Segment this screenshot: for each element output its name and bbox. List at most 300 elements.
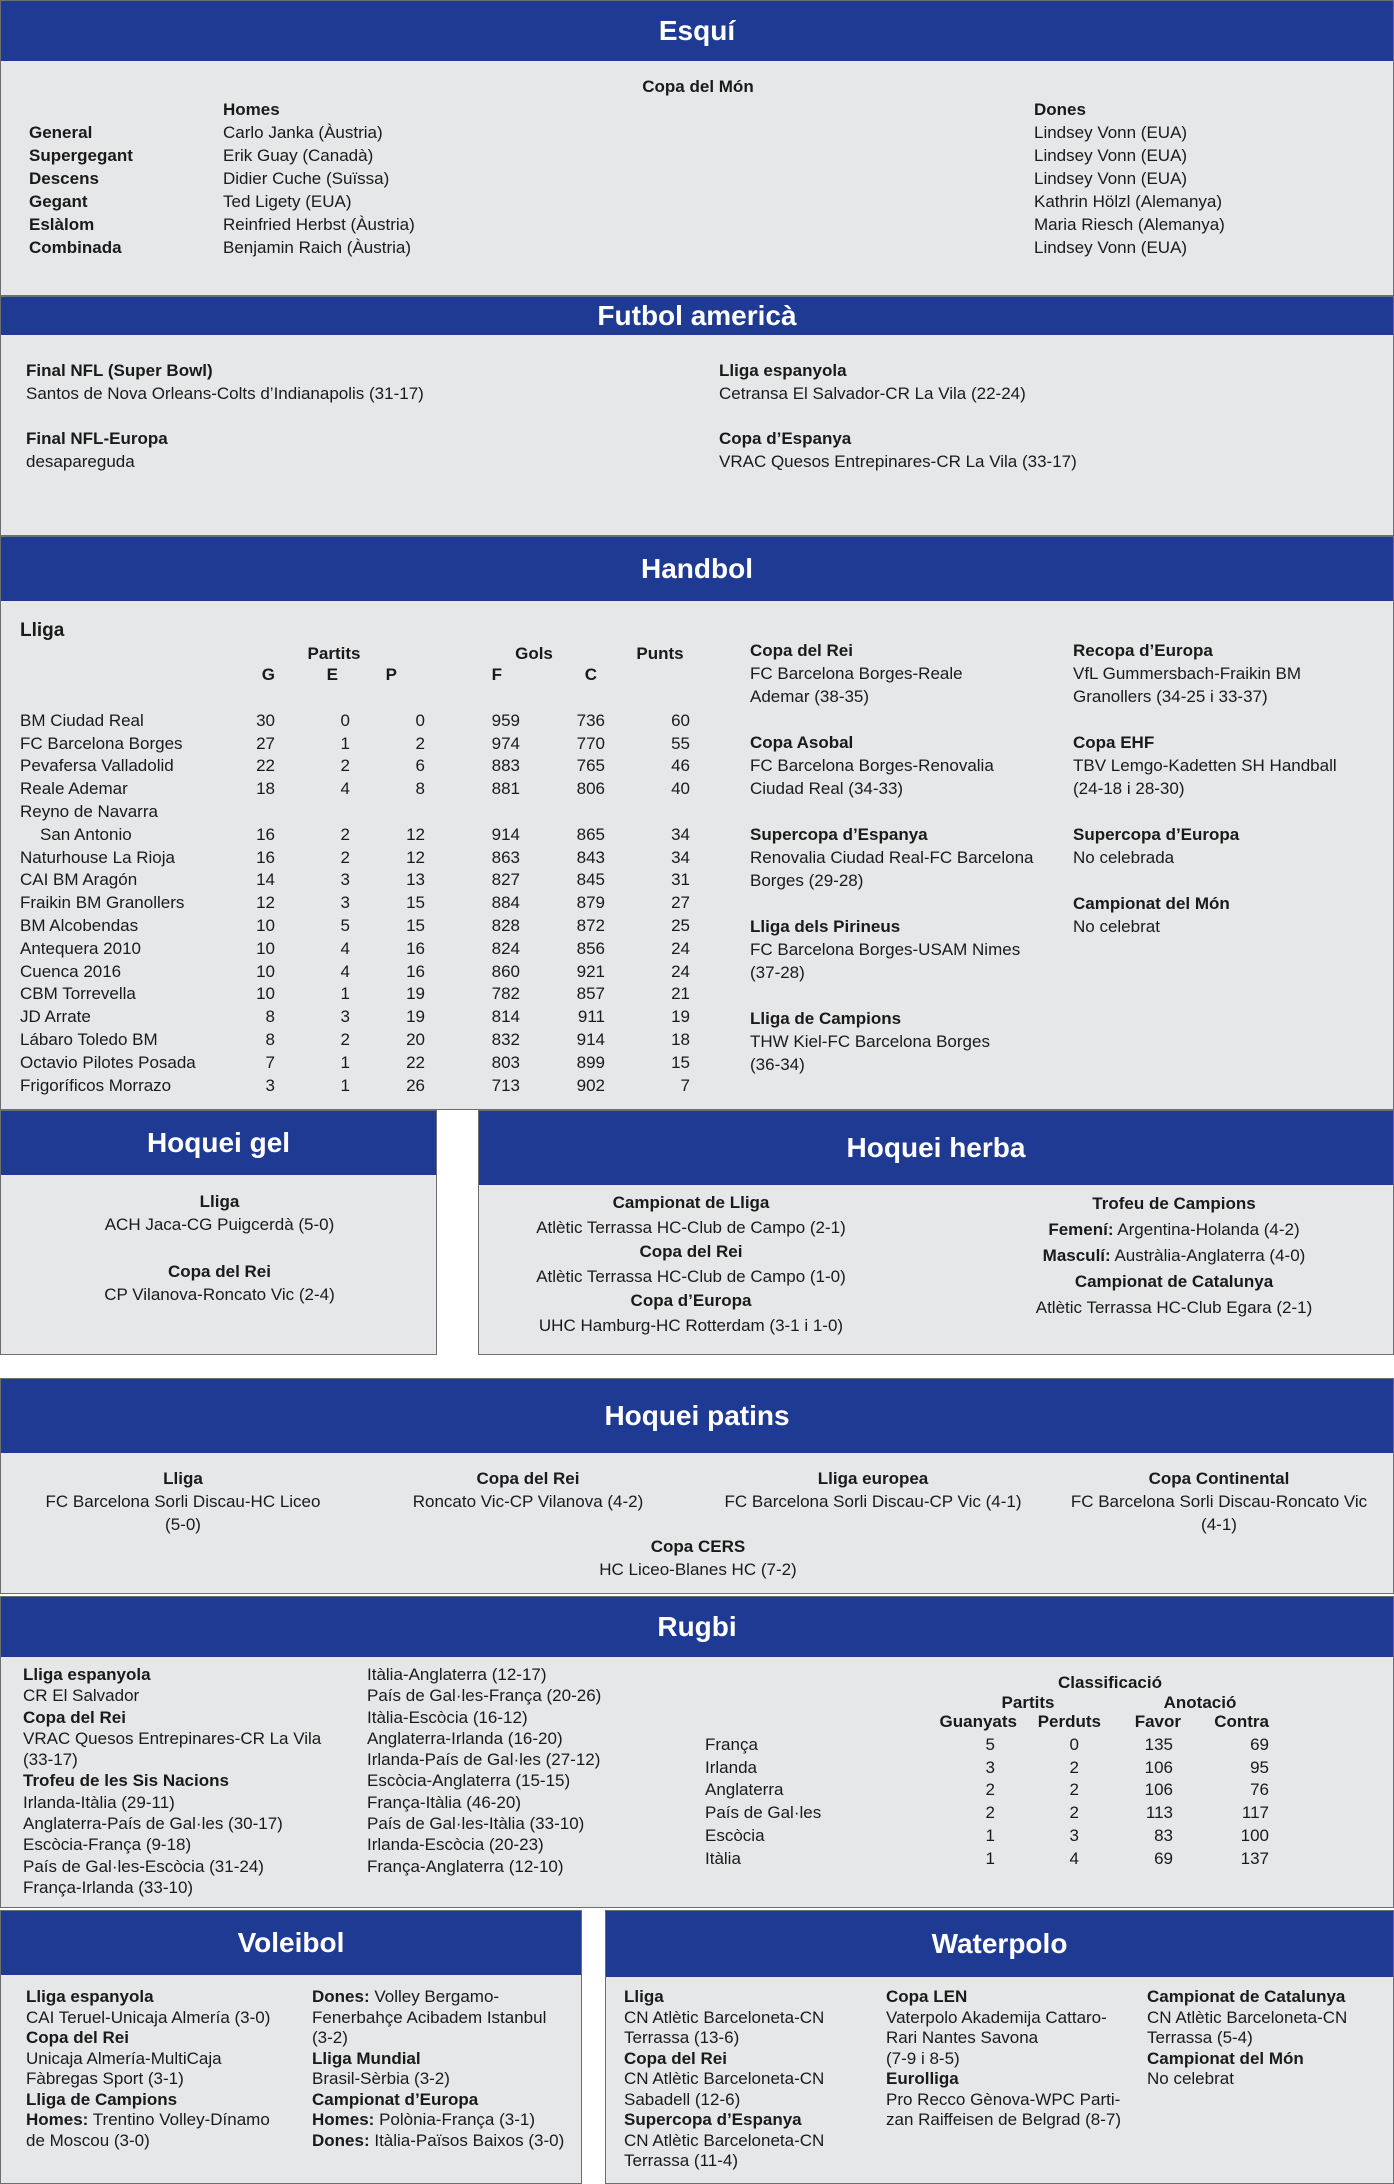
table-row <box>20 733 690 756</box>
handbol-league-table <box>20 664 690 1097</box>
team-name: Reyno de Navarra <box>20 801 158 821</box>
cell: 10 <box>256 961 275 981</box>
cell: 16 <box>256 847 275 867</box>
handbol-col-group-punts: Punts <box>636 644 684 663</box>
voleibol-col1 <box>26 1987 270 2151</box>
voleibol-title: Voleibol <box>237 1927 345 1958</box>
wp-line: (7-9 i 8-5) <box>886 2048 960 2068</box>
cell: 10 <box>256 915 275 935</box>
cell: 18 <box>671 1029 690 1049</box>
cell: 6 <box>415 756 425 776</box>
table-row <box>20 801 690 824</box>
team-name: Irlanda <box>705 1757 757 1777</box>
wp-line: Campionat de Catalunya <box>1147 1987 1346 2006</box>
volei-label: Dones: <box>312 2130 370 2150</box>
rugbi-line: Escòcia-Anglaterra (15-15) <box>367 1771 571 1791</box>
col-p: P <box>385 665 397 684</box>
team-name: Itàlia <box>705 1848 741 1868</box>
futbol-item <box>719 359 1026 405</box>
team-name: CAI BM Aragón <box>20 870 138 890</box>
cell: 832 <box>491 1029 520 1049</box>
cup-result: (37-28) <box>750 963 805 982</box>
cell: 19 <box>671 1007 690 1027</box>
cell: 40 <box>671 779 690 799</box>
rugbi-line: CR El Salvador <box>23 1686 140 1706</box>
team-name: Anglaterra <box>705 1780 784 1800</box>
rugbi-line: Itàlia-Escòcia (16-12) <box>367 1707 528 1727</box>
cup-result: FC Barcelona Borges-Renovalia <box>750 756 994 775</box>
cell: 713 <box>491 1075 520 1095</box>
futbol-item-text: Cetransa El Salvador-CR La Vila (22-24) <box>719 384 1026 403</box>
col-perduts: Perduts <box>1037 1712 1101 1731</box>
table-row <box>705 1825 1281 1848</box>
table-row <box>20 938 690 961</box>
cell: 860 <box>491 961 520 981</box>
cup-head: Copa Asobal <box>750 733 854 752</box>
hoquei-gel-title: Hoquei gel <box>146 1127 291 1158</box>
voleibol-section <box>0 1910 582 2184</box>
rugbi-line: País de Gal·les-França (20-26) <box>367 1686 602 1706</box>
rugbi-partits: Partits <box>1001 1693 1055 1712</box>
table-row <box>705 1779 1281 1802</box>
cup-head: Supercopa d’Europa <box>1073 825 1240 844</box>
cell: 19 <box>406 984 425 1004</box>
table-row <box>20 1029 690 1052</box>
team-name: Reale Ademar <box>20 779 128 799</box>
cell: 27 <box>256 733 275 753</box>
rugbi-line: VRAC Quesos Entrepinares-CR La Vila <box>23 1728 322 1748</box>
cup-head: Recopa d’Europa <box>1073 641 1213 660</box>
cell: 0 <box>415 710 425 730</box>
futbol-item <box>26 359 424 405</box>
rugbi-line: Lliga espanyola <box>23 1665 151 1684</box>
wp-line: Pro Recco Gènova-WPC Parti- <box>886 2089 1121 2109</box>
cell: 27 <box>671 893 690 913</box>
cup-result: Ciudad Real (34-33) <box>750 779 904 798</box>
esqui-men-winner: Ted Ligety (EUA) <box>223 192 352 211</box>
esqui-title: Esquí <box>658 15 736 46</box>
handbol-header <box>1 537 1393 601</box>
wp-line: Vaterpolo Akademija Cattaro- <box>886 2007 1107 2027</box>
cell: 3 <box>340 893 350 913</box>
cell: 883 <box>491 756 520 776</box>
rugbi-standings-header <box>705 1711 1281 1734</box>
team-name: FC Barcelona Borges <box>20 733 183 753</box>
rugbi-section <box>0 1596 1394 1908</box>
cell: 1 <box>340 984 350 1004</box>
item-text: (5-0) <box>165 1515 201 1534</box>
fem-label: Femení: <box>1048 1220 1114 1239</box>
col-f: F <box>491 665 502 684</box>
table-row <box>20 755 690 778</box>
wp-line: CN Atlètic Barceloneta-CN <box>624 2069 825 2088</box>
cell: 1 <box>340 1052 350 1072</box>
table-row <box>705 1802 1281 1825</box>
table-row <box>20 869 690 892</box>
cell: 2 <box>1069 1757 1079 1777</box>
wp-line: Lliga <box>624 1987 664 2006</box>
waterpolo-title: Waterpolo <box>931 1928 1068 1959</box>
table-row <box>20 983 690 1006</box>
futbol-item-head: Final NFL-Europa <box>26 429 168 448</box>
rugbi-line: França-Irlanda (33-10) <box>23 1877 194 1897</box>
cell: 5 <box>985 1734 995 1754</box>
rugbi-standings <box>705 1711 1281 1871</box>
cell: 34 <box>671 824 690 844</box>
cell: 4 <box>340 779 350 799</box>
rugbi-line: Escòcia-França (9-18) <box>23 1835 192 1855</box>
table-row <box>20 1052 690 1075</box>
cup-head: Lliga dels Pirineus <box>750 917 901 936</box>
cup-result: No celebrada <box>1073 848 1175 867</box>
volei-line <box>312 2110 564 2131</box>
handbol-col-group-gols: Gols <box>515 644 553 663</box>
cell: 135 <box>1144 1734 1173 1754</box>
cell: 865 <box>576 824 605 844</box>
volei-line: Campionat d’Europa <box>312 2089 479 2109</box>
team-name: Pevafersa Valladolid <box>20 756 174 776</box>
cup-result: FC Barcelona Borges-USAM Nimes <box>750 940 1021 959</box>
rugbi-line: Copa del Rei <box>23 1707 126 1727</box>
cell: 2 <box>1069 1803 1079 1823</box>
handbol-cups-left <box>750 639 1033 1076</box>
volei-line: Lliga Mundial <box>312 2048 421 2068</box>
cell: 26 <box>406 1075 425 1095</box>
wp-line: Copa del Rei <box>624 2048 727 2068</box>
cup-head: Copa EHF <box>1073 733 1155 752</box>
item-text: HC Liceo-Blanes HC (7-2) <box>599 1560 797 1579</box>
cup-head: Supercopa d’Espanya <box>750 825 928 844</box>
trofeu-masc <box>979 1243 1369 1269</box>
wp-line: Terrassa (13-6) <box>624 2028 740 2047</box>
fem-result: Argentina-Holanda (4-2) <box>1113 1220 1300 1239</box>
esqui-men-winner: Benjamin Raich (Àustria) <box>223 238 412 257</box>
cell: 106 <box>1144 1757 1173 1777</box>
handbol-table-header-row <box>20 664 690 687</box>
cup-result: Granollers (34-25 i 33-37) <box>1073 687 1268 706</box>
rugbi-col2 <box>367 1664 601 1877</box>
cell: 5 <box>340 915 350 935</box>
esqui-women-winner: Lindsey Vonn (EUA) <box>1034 146 1188 165</box>
volei-line: (3-2) <box>312 2028 348 2047</box>
volei-line <box>312 2131 564 2152</box>
rugbi-class-title: Classificació <box>1058 1673 1162 1692</box>
hoquei-patins-header <box>1 1379 1393 1453</box>
futbol-title: Futbol americà <box>597 300 797 331</box>
cell: 69 <box>1154 1848 1173 1868</box>
wp-line: Terrassa (5-4) <box>1147 2028 1253 2047</box>
volei-line: Copa del Rei <box>26 2028 129 2047</box>
wp-line: Sabadell (12-6) <box>624 2089 741 2109</box>
volei-label: Homes: <box>312 2110 375 2129</box>
item-head: Lliga <box>199 1192 240 1211</box>
hoquei-herba-right <box>979 1191 1369 1321</box>
team-name: JD Arrate <box>20 1007 91 1027</box>
cup-result: Ademar (38-35) <box>750 687 870 706</box>
volei-line: Fenerbahçe Acibadem Istanbul <box>312 2007 547 2027</box>
cell: 8 <box>265 1029 275 1049</box>
cell: 0 <box>1069 1734 1079 1754</box>
cell: 100 <box>1240 1825 1269 1845</box>
col-contra: Contra <box>1214 1712 1269 1731</box>
rugbi-line: Irlanda-Itàlia (29-11) <box>23 1792 175 1812</box>
volei-label: Homes: <box>26 2110 89 2129</box>
team-name: Octavio Pilotes Posada <box>20 1052 196 1072</box>
cell: 16 <box>406 938 425 958</box>
item-text: Atlètic Terrassa HC-Club de Campo (1-0) <box>536 1266 846 1286</box>
wp-line: Copa LEN <box>886 1987 968 2006</box>
wp-line: zan Raiffeisen de Belgrad (8-7) <box>886 2110 1121 2129</box>
esqui-events <box>29 121 133 259</box>
cup-result: THW Kiel-FC Barcelona Borges <box>750 1032 990 1051</box>
esqui-event: Supergegant <box>29 146 133 165</box>
handbol-cups-right <box>1073 639 1337 938</box>
esqui-section <box>0 0 1394 296</box>
cell: 824 <box>491 938 520 958</box>
item-text: Roncato Vic-CP Vilanova (4-2) <box>412 1492 644 1511</box>
cell: 15 <box>406 893 425 913</box>
cell: 3 <box>985 1757 995 1777</box>
cup-head: Lliga de Campions <box>750 1009 902 1028</box>
cell: 137 <box>1240 1848 1269 1868</box>
team-name: CBM Torrevella <box>20 984 136 1004</box>
item-text: ACH Jaca-CG Puigcerdà (5-0) <box>104 1215 335 1234</box>
patins-item <box>353 1467 703 1513</box>
cell: 83 <box>1154 1825 1173 1845</box>
cup-result: Renovalia Ciudad Real-FC Barcelona <box>750 848 1034 867</box>
volei-line: Lliga espanyola <box>26 1987 154 2006</box>
cell: 2 <box>985 1803 995 1823</box>
hoquei-gel-item <box>1 1260 438 1306</box>
table-row <box>705 1757 1281 1780</box>
cell: 872 <box>576 915 605 935</box>
rugbi-line: Irlanda-Escòcia (20-23) <box>367 1835 544 1855</box>
handbol-league-title: Lliga <box>20 620 65 641</box>
item-text: UHC Hamburg-HC Rotterdam (3-1 i 1-0) <box>538 1315 844 1335</box>
futbol-item-head: Lliga espanyola <box>719 361 847 380</box>
cell: 113 <box>1145 1803 1173 1823</box>
cell: 55 <box>671 733 690 753</box>
futbol-item-text: Santos de Nova Orleans-Colts d’Indianapolis (31-17) <box>26 384 424 403</box>
patins-item <box>13 1467 353 1536</box>
futbol-item-text: desapareguda <box>26 452 135 471</box>
cell: 770 <box>576 733 605 753</box>
item-head: Lliga europea <box>817 1469 929 1488</box>
cell: 765 <box>576 756 605 776</box>
cell: 899 <box>576 1052 605 1072</box>
cell: 843 <box>576 847 605 867</box>
rugbi-line: (33-17) <box>23 1750 78 1770</box>
item-head: Lliga <box>163 1469 203 1488</box>
cell: 814 <box>491 1007 520 1027</box>
item-text: FC Barcelona Sorli Discau-HC Liceo <box>45 1492 321 1511</box>
esqui-header <box>1 1 1393 61</box>
esqui-men-winner: Erik Guay (Canadà) <box>223 146 374 165</box>
volei-text: Trentino Volley-Dínamo <box>88 2110 270 2129</box>
esqui-women-winner: Lindsey Vonn (EUA) <box>1034 123 1188 142</box>
cell: 13 <box>406 870 425 890</box>
wp-line: CN Atlètic Barceloneta-CN <box>624 2007 825 2027</box>
item-head: Campionat de Lliga <box>612 1193 770 1212</box>
table-row <box>705 1848 1281 1871</box>
col-c: C <box>584 665 597 684</box>
cell: 2 <box>985 1780 995 1800</box>
cell: 3 <box>340 1007 350 1027</box>
team-name: Frigoríficos Morrazo <box>20 1075 172 1095</box>
hoquei-herba-section <box>478 1110 1394 1355</box>
cell: 106 <box>1144 1780 1173 1800</box>
waterpolo-col2 <box>886 1987 1121 2131</box>
cell: 974 <box>491 733 520 753</box>
cell: 2 <box>340 847 350 867</box>
cat-result: Atlètic Terrassa HC-Club Egara (2-1) <box>1035 1298 1313 1317</box>
cell: 22 <box>406 1052 425 1072</box>
cell: 863 <box>491 847 520 867</box>
team-name: Naturhouse La Rioja <box>20 847 175 867</box>
rugbi-line: França-Anglaterra (12-10) <box>367 1856 564 1876</box>
wp-line: CN Atlètic Barceloneta-CN <box>1147 2007 1348 2027</box>
item-head: Copa d’Europa <box>630 1291 752 1310</box>
rugbi-title: Rugbi <box>657 1611 737 1642</box>
rugbi-line: Trofeu de les Sis Nacions <box>23 1771 229 1791</box>
waterpolo-col3 <box>1147 1987 1347 2090</box>
hoquei-gel-header <box>1 1111 436 1175</box>
waterpolo-col1 <box>624 1987 824 2172</box>
cell: 76 <box>1250 1780 1269 1800</box>
item-text: CP Vilanova-Roncato Vic (2-4) <box>104 1285 335 1304</box>
cell: 959 <box>491 710 520 730</box>
rugbi-line: França-Itàlia (46-20) <box>367 1792 522 1812</box>
cell: 2 <box>415 733 425 753</box>
table-row <box>20 710 690 733</box>
team-name: San Antonio <box>40 824 132 844</box>
cup-head: Copa del Rei <box>750 641 853 660</box>
cell: 19 <box>406 1007 425 1027</box>
cell: 12 <box>406 847 425 867</box>
patins-item <box>703 1467 1043 1513</box>
volei-label: Dones: <box>312 1987 370 2006</box>
cell: 736 <box>576 710 605 730</box>
volei-text: Volley Bergamo- <box>369 1987 500 2006</box>
cup-result: TBV Lemgo-Kadetten SH Handball <box>1073 756 1337 775</box>
cell: 914 <box>576 1029 605 1049</box>
cell: 8 <box>265 1007 275 1027</box>
futbol-header <box>1 297 1393 335</box>
waterpolo-header <box>606 1911 1393 1977</box>
table-row <box>705 1734 1281 1757</box>
wp-line: Supercopa d’Espanya <box>624 2110 802 2129</box>
table-row <box>20 892 690 915</box>
cell: 31 <box>671 870 690 890</box>
cell: 24 <box>671 961 690 981</box>
cell: 60 <box>671 710 690 730</box>
cell: 828 <box>491 915 520 935</box>
col-guanyats: Guanyats <box>939 1712 1017 1731</box>
esqui-women-winner: Lindsey Vonn (EUA) <box>1034 238 1188 257</box>
cell: 15 <box>671 1052 690 1072</box>
cell: 3 <box>1069 1825 1079 1845</box>
cell: 21 <box>671 984 690 1004</box>
futbol-item-head: Copa d’Espanya <box>719 429 852 448</box>
esqui-event: Descens <box>29 169 99 188</box>
esqui-event: Gegant <box>29 192 88 211</box>
item-head: Copa CERS <box>650 1537 746 1556</box>
col-e: E <box>326 665 338 684</box>
cell: 857 <box>576 984 605 1004</box>
cell: 25 <box>671 915 690 935</box>
cell: 10 <box>256 938 275 958</box>
futbol-section <box>0 296 1394 536</box>
cell: 4 <box>1069 1848 1079 1868</box>
esqui-event: Eslàlom <box>29 215 95 234</box>
item-head: Copa del Rei <box>168 1262 271 1281</box>
esqui-women-winner: Kathrin Hölzl (Alemanya) <box>1034 192 1223 211</box>
wp-line: CN Atlètic Barceloneta-CN <box>624 2130 825 2150</box>
cell: 2 <box>1069 1780 1079 1800</box>
voleibol-header <box>1 1911 581 1975</box>
cell: 3 <box>265 1075 275 1095</box>
cell: 14 <box>256 870 275 890</box>
table-row <box>20 1075 690 1098</box>
cell: 782 <box>491 984 520 1004</box>
cell: 16 <box>406 961 425 981</box>
cell: 4 <box>340 961 350 981</box>
cell: 1 <box>340 733 350 753</box>
rugbi-line: Irlanda-País de Gal·les (27-12) <box>367 1750 601 1770</box>
voleibol-col2 <box>312 1987 564 2151</box>
table-row <box>20 847 690 870</box>
rugbi-line: Anglaterra-Irlanda (16-20) <box>367 1728 563 1748</box>
item-text: Atlètic Terrassa HC-Club de Campo (2-1) <box>536 1217 846 1237</box>
rugbi-line: País de Gal·les-Escòcia (31-24) <box>23 1856 264 1876</box>
esqui-men-winner: Didier Cuche (Suïssa) <box>223 169 390 188</box>
volei-text: Itàlia-Països Baixos (3-0) <box>369 2130 565 2150</box>
rugbi-col1 <box>23 1664 321 1898</box>
table-row <box>20 1006 690 1029</box>
cell: 34 <box>671 847 690 867</box>
futbol-item-text: VRAC Quesos Entrepinares-CR La Vila (33-17) <box>719 452 1077 471</box>
cup-head: Campionat del Món <box>1073 894 1230 913</box>
handbol-section <box>0 536 1394 1110</box>
handbol-col-group-partits: Partits <box>307 644 361 663</box>
wp-line: Rari Nantes Savona <box>886 2028 1039 2047</box>
esqui-event: General <box>29 123 93 142</box>
cell: 879 <box>576 893 605 913</box>
table-row <box>20 778 690 801</box>
cell: 18 <box>256 779 275 799</box>
futbol-item <box>719 427 1077 473</box>
cup-result: No celebrat <box>1073 917 1160 936</box>
waterpolo-section <box>605 1910 1394 2184</box>
cell: 69 <box>1250 1734 1269 1754</box>
esqui-women-header: Dones <box>1034 100 1086 119</box>
esqui-women-winner: Lindsey Vonn (EUA) <box>1034 169 1188 188</box>
cell: 4 <box>340 938 350 958</box>
esqui-event: Combinada <box>29 238 122 257</box>
esqui-men-winner: Carlo Janka (Àustria) <box>223 123 383 142</box>
table-row <box>20 915 690 938</box>
cell: 884 <box>491 893 520 913</box>
item-text: FC Barcelona Sorli Discau-Roncato Vic <box>1070 1492 1368 1511</box>
volei-line: CAI Teruel-Unicaja Almería (3-0) <box>26 2007 271 2027</box>
col-favor: Favor <box>1134 1712 1181 1731</box>
masc-label: Masculí: <box>1042 1246 1111 1265</box>
cup-result: (24-18 i 28-30) <box>1073 779 1185 798</box>
wp-line: Terrassa (11-4) <box>624 2151 738 2170</box>
volei-text: Polònia-França (3-1) <box>374 2110 535 2129</box>
volei-line: Lliga de Campions <box>26 2089 178 2109</box>
table-row <box>20 961 690 984</box>
